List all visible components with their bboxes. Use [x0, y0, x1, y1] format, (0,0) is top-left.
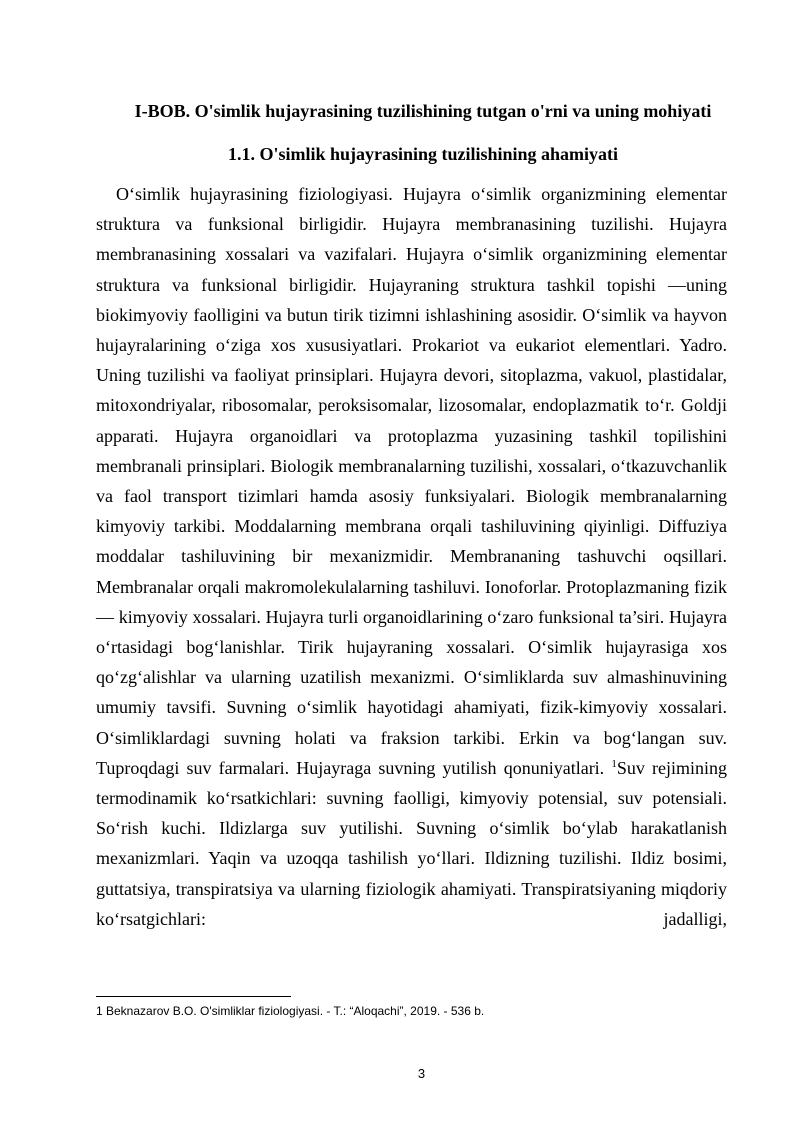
body-text-part-2: Suv rejimining termodinamik ko‘rsatkichlari: suvning faolligi, kimyoviy potensial, suv potensiali. So‘rish kuchi. Ildizlarga suv yutilishi. Suvning o‘simlik bo‘ylab harakatlanish mexanizmlari. Yaqin va uzoqqa tashilish yo‘llari. Ildizning tuzilishi. Ildiz bosimi, guttatsiya, transpiratsiya va ularning fiziologik ahamiyati. Transpiratsiyaning miqdoriy ko‘rsatgichlari: jadalligi,	[96, 757, 727, 929]
body-text	[96, 179, 727, 934]
footnote-reference[interactable]: 1	[611, 757, 617, 770]
footnote: 1 Beknazarov B.O. O'simliklar fiziologiyasi. - T.: “Aloqachi”, 2019. - 536 b.	[96, 1004, 485, 1018]
chapter-title: I-BOB. O'simlik hujayrasining tuzilishining tutgan o'rni va uning mohiyati	[134, 101, 712, 121]
footnote-separator	[96, 996, 291, 997]
body-paragraph	[96, 179, 727, 934]
page-number: 3	[417, 1066, 426, 1081]
section-title: 1.1. O'simlik hujayrasining tuzilishining ahamiyati	[227, 144, 619, 164]
body-text-part-1: O‘simlik hujayrasining fiziologiyasi. Hujayra o‘simlik organizmining elementar struktura va funksional birligidir. Hujayra membranasining tuzilishi. Hujayra membranasining xossalari va vazifalari. Hujayra o‘simlik organizmining elementar struktura va funksional birligidir. Hujayraning struktura tashkil topishi —uning biokimyoviy faolligini va butun tirik tizimni ishlashining asosidir. O‘simlik va hayvon hujayralarining o‘ziga xos xususiyatlari. Prokariot va eukariot elementlari. Yadro. Uning tuzilishi va faoliyat prinsiplari. Hujayra devori, sitoplazma, vakuol, plastidalar, mitoxondriyalar, ribosomalar, peroksisomalar, lizosomalar, endoplazmatik to‘r. Goldji apparati. Hujayra organoidlari va protoplazma yuzasining tashkil topilishini membranali prinsiplari. Biologik membranalarning tuzilishi, xossalari, o‘tkazuvchanlik va faol transport tizimlari hamda asosiy funksiyalari. Biologik membranalarning kimyoviy tarkibi. Moddalarning membrana orqali tashiluvining qiyinligi. Diffuziya moddalar tashiluvining bir mexanizmidir. Membrananing tashuvchi oqsillari. Membranalar orqali makromolekulalarning tashiluvi. Ionoforlar. Protoplazmaning fizik— kimyoviy xossalari. Hujayra turli organoidlarining o‘zaro funksional ta’siri. Hujayra o‘rtasidagi bog‘lanishlar. Tirik hujayraning xossalari. O‘simlik hujayrasiga xos qo‘zg‘alishlar va ularning uzatilish mexanizmi. O‘simliklarda suv almashinuvining umumiy tavsifi. Suvning o‘simlik hayotidagi ahamiyati, fizik-kimyoviy xossalari. O‘simliklardagi suvning holati va fraksion tarkibi. Erkin va bog‘langan suv. Tuproqdagi suv farmalari. Hujayraga suvning yutilish qonuniyatlari.	[96, 184, 727, 778]
